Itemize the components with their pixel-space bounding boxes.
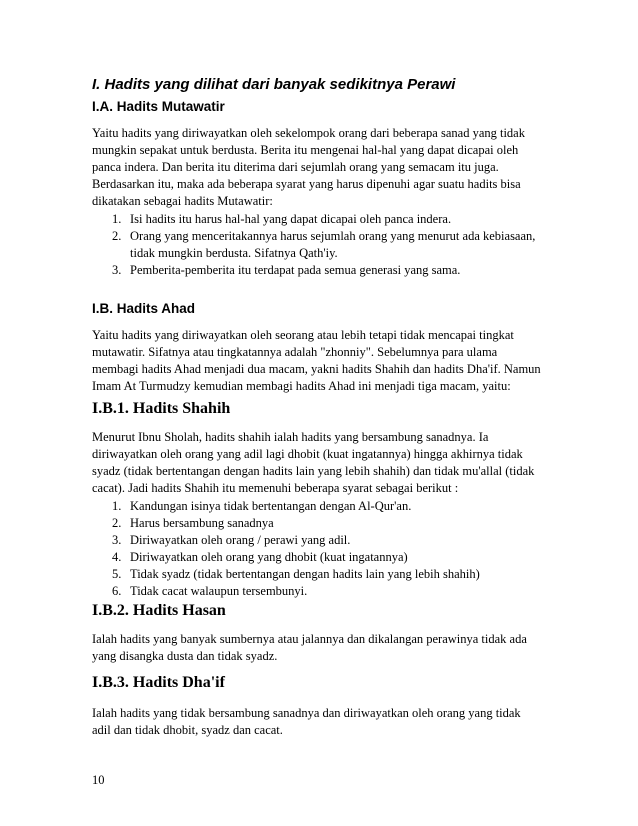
list-item: 5. Tidak syadz (tidak bertentangan dengan hadits lain yang lebih shahih) [112, 567, 480, 581]
heading-ahad: I.B. Hadits Ahad [92, 301, 196, 316]
heading-shahih: I.B.1. Hadits Shahih [92, 400, 231, 417]
list-item: 1. Kandungan isinya tidak bertentangan dengan Al-Qur'an. [112, 499, 412, 513]
list-item: 6. Tidak cacat walaupun tersembunyi. [112, 584, 308, 598]
paragraph-dhaif [92, 705, 552, 739]
list-item: 4. Diriwayatkan oleh orang yang dhobit (kuat ingatannya) [112, 550, 408, 564]
text-line: mungkin sepakat untuk berdusta. Berita itu mengenai hal-hal yang dapat dicapai oleh [92, 143, 519, 157]
shahih-conditions-list [112, 498, 480, 600]
paragraph-ahad [92, 327, 552, 395]
text-line: Ialah hadits yang tidak bersambung sanadnya dan diriwayatkan oleh orang yang tidak [92, 706, 521, 720]
text-line: diriwayatkan oleh orang yang adil lagi dhobit (kuat ingatannya) hingga akhirnya tidak [92, 447, 523, 461]
text-line: yang disangka dusta dan tidak syadz. [92, 649, 278, 663]
section-title: I. Hadits yang dilihat dari banyak sedikitnya Perawi [92, 76, 456, 93]
text-line: Berdasarkan itu, maka ada beberapa syarat yang harus dipenuhi agar suatu hadits bisa [92, 177, 521, 191]
text-line: panca indera. Dan berita itu diterima dari sejumlah orang yang semacam itu juga. [92, 160, 499, 174]
text-line: Yaitu hadits yang diriwayatkan oleh seorang atau lebih tetapi tidak mencapai tingkat [92, 328, 514, 342]
heading-hasan: I.B.2. Hadits Hasan [92, 602, 226, 619]
list-item: 2. Harus bersambung sanadnya [112, 516, 274, 530]
list-item: 2. Orang yang menceritakannya harus sejumlah orang yang menurut ada kebiasaan, tidak mungkin berdusta. Sifatnya Qath'iy. [112, 229, 536, 260]
text-line: dikatakan sebagai hadits Mutawatir: [92, 194, 273, 208]
text-line: syadz (tidak bertentangan dengan hadits lain yang lebih shahih) dan tidak mu'allal (tidak [92, 464, 535, 478]
text-line: Ialah hadits yang banyak sumbernya atau jalannya dan dikalangan perawinya tidak ada [92, 632, 527, 646]
paragraph-shahih [92, 429, 552, 497]
text-line: adil dan tidak dhobit, syadz dan cacat. [92, 723, 283, 737]
text-line: membagi hadits Ahad menjadi dua macam, yakni hadits Shahih dan hadits Dha'if. Namun [92, 362, 541, 376]
list-item: 3. Diriwayatkan oleh orang / perawi yang adil. [112, 533, 351, 547]
list-item: 3. Pemberita-pemberita itu terdapat pada semua generasi yang sama. [112, 263, 461, 277]
text-line: Menurut Ibnu Sholah, hadits shahih ialah hadits yang bersambung sanadnya. Ia [92, 430, 489, 444]
heading-mutawatir: I.A. Hadits Mutawatir [92, 99, 225, 114]
text-line: cacat). Jadi hadits Shahih itu memenuhi beberapa syarat sebagai berikut : [92, 481, 459, 495]
heading-dhaif: I.B.3. Hadits Dha'if [92, 674, 225, 691]
paragraph-mutawatir [92, 125, 552, 210]
text-line: Imam At Turmudzy kemudian membagi hadits Ahad ini menjadi tiga macam, yaitu: [92, 379, 511, 393]
mutawatir-conditions-list [112, 211, 535, 279]
text-line: mutawatir. Sifatnya atau tingkatannya adalah "zhonniy". Sebelumnya para ulama [92, 345, 498, 359]
list-item: 1. Isi hadits itu harus hal-hal yang dapat dicapai oleh panca indera. [112, 212, 452, 226]
page-number: 10 [92, 773, 105, 787]
text-line: Yaitu hadits yang diriwayatkan oleh sekelompok orang dari beberapa sanad yang tidak [92, 126, 525, 140]
paragraph-hasan [92, 631, 552, 665]
